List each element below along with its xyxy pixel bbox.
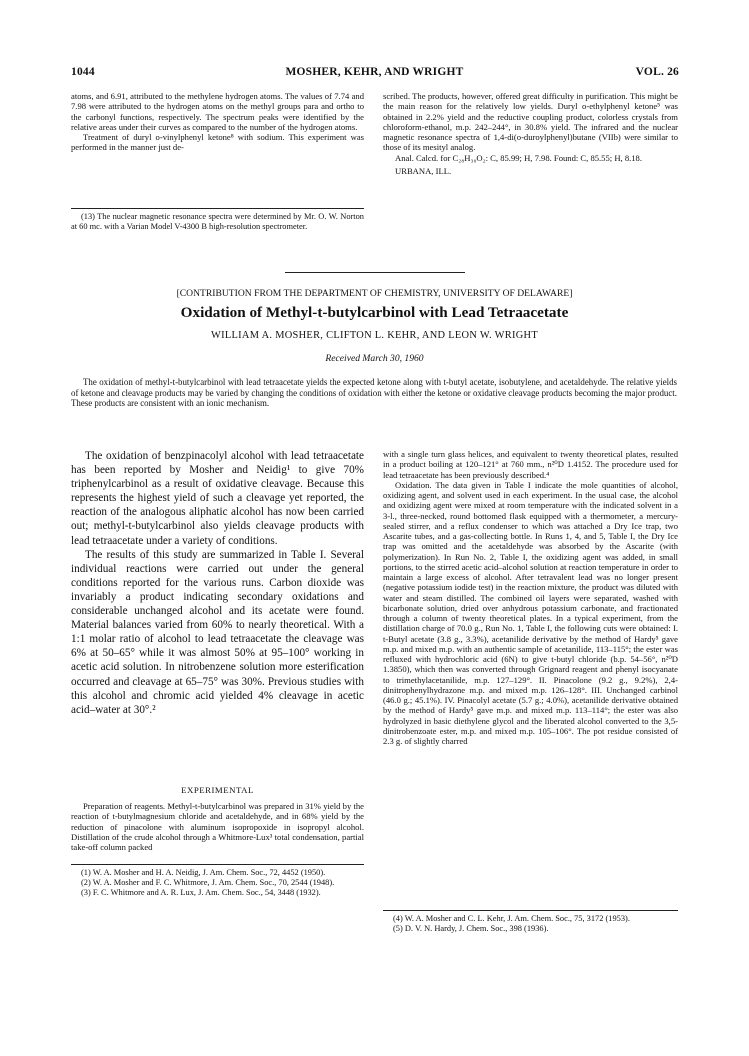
intro-para-1: The oxidation of benzpinacolyl alcohol with lead tetraacetate has been reported by Mosher and Neidig¹ to give 70% triphenylcarbinol as a result of oxidative cleavage. Because this represents the highest yield of such a cleavage yet reported, the reaction of the analogous aliphatic alcohol has now been carried out; methyl-t-butylcarbinol also yields cleavage products with lead tetraacetate under a variety of conditions. [71,450,364,547]
intro-para-2: The results of this study are summarized in Table I. Several individual reactions were carried out under the general conditions reported for the various runs. Carbon dioxide was invariably a product indicating secondary oxidations and considerable unchanged alcohol and its acetate were found. Material balances varied from 60% to nearly theoretical. With a 1:1 molar ratio of alcohol to lead tetraacetate the cleavage was 6% at 50–65° while it was almost 50% at 95–100° working in acetic acid solution. In nitrobenzene solution more esterification occurred and cleavage at 65–75° was 30%. Previous studies with this alcohol and chromic acid yielded 4% cleavage in acetic acid–water at 30°.² [71,548,364,716]
left-footnote-separator [71,864,364,865]
volume-label: VOL. 26 [635,66,679,78]
footnote-13: (13) The nuclear magnetic resonance spectra were determined by Mr. O. W. Norton at 60 mc. with a Varian Model V-4300 B high-resolution spectrometer. [71,212,364,232]
footnote-2: (2) W. A. Mosher and F. C. Whitmore, J. Am. Chem. Soc., 70, 2544 (1948). [81,878,335,888]
right-footnote-separator [383,910,678,911]
article-divider [285,272,465,273]
oxidation-column [383,449,678,746]
footnote-3: (3) F. C. Whitmore and A. R. Lux, J. Am. Chem. Soc., 54, 3448 (1932). [81,888,321,898]
prev-article-right-column [383,91,678,176]
received-date: Received March 30, 1960 [325,353,424,364]
running-title: MOSHER, KEHR, AND WRIGHT [285,66,464,78]
prev-right-para-2: Anal. Calcd. for C₂₈H₃₀O₂: C, 85.99; H, 7.98. Found: C, 85.55; H, 8.18. [395,152,643,163]
preparation-para: Preparation of reagents. Methyl-t-butylcarbinol was prepared in 31% yield by the reaction of t-butylmagnesium chloride and acetaldehyde, and in 68% yield by the reduction of pinacolone with aluminum isopropoxide in isopropyl alcohol. Distillation of the crude alcohol through a Whitmore-Lux³ total condensation, partial take-off column packed [71,801,364,852]
footnote-4: (4) W. A. Mosher and C. L. Kehr, J. Am. Chem. Soc., 75, 3172 (1953). [393,914,630,923]
experimental-heading: EXPERIMENTAL [181,785,254,795]
footnote-1: (1) W. A. Mosher and H. A. Neidig, J. Am. Chem. Soc., 72, 4452 (1950). [81,868,326,877]
prev-location: URBANA, ILL. [395,165,452,176]
prev-left-footnote [71,212,364,232]
preparation-section [71,801,364,852]
right-para-2: Oxidation. The data given in Table I indicate the mole quantities of alcohol, oxidizing agent, and solvent used in each experiment. In the usual case, the alcohol and oxidizing agent were mixed at room temperature with the indicated solvent in a 3-l., three-necked, round bottomed flask equipped with a thermometer, a mercury-sealed stirrer, and a reflux condenser to which was attached a Dry Ice trap, two Ascarite tubes, and a gas-collecting bottle. In Runs 1, 4, and 5, Table I, the Dry Ice trap was omitted and the acetaldehyde was absorbed by the Ascarite (with polymerization). In Run No. 2, Table I, the oxidizing agent was added, in small portions, to the stirred acetic acid–alcohol solution at reaction temperature in order to maintain a large excess of alcohol. After tetravalent lead was no longer present (negative potassium iodide test) in the reaction mixture, the product was diluted with water and steam distilled. The combined oil layers were separated, washed with bicarbonate solution, dried over anhydrous potassium carbonate, and fractionated through a column of twenty theoretical plates. In a typical experiment, from the distillation charge of 70.0 g., Run No. 1, Table I, the following cuts were obtained: I. t-Butyl acetate (3.8 g., 3.3%), acetanilide derivative by the method of Hardy⁵ gave m.p. and mixed m.p. with an authentic sample of acetanilide, 113–115°; the ester was refluxed with hydrochloric acid (6N) to give t-butyl chloride (b.p. 54–56°, n²⁰D 1.3850), which then was converted through Grignard reagent and phenyl isocyanate to trimethylacetanilide, m.p. 127–129°. II. Pinacolone (9.2 g., 9.2%), 2,4-dinitrophenylhydrazone m.p. and mixed m.p. 126–128°. III. Unchanged carbinol (46.0 g.; 45.1%). IV. Pinacolyl acetate (5.7 g.; 4.0%), acetanilide derivative obtained by the method of Hardy⁵ gave m.p. and mixed m.p. 113–114°; the ester was also hydrolyzed in basic diethylene glycol and the liberated alcohol converted to the 3,5-dinitrobenzoate ester, m.p. and mixed m.p. 105–106°. The pot residue consisted of 2.3 g. of slightly charred [383,479,678,746]
prev-left-para-2: Treatment of duryl o-vinylphenyl ketone⁸ with sodium. This experiment was performed in the manner just de- [71,132,364,153]
intro-column [71,449,364,717]
article-title: Oxidation of Methyl-t-butylcarbinol with Lead Tetraacetate [180,304,569,321]
left-footnotes [71,868,364,899]
right-para-1: with a single turn glass helices, and equivalent to twenty theoretical plates, resulted in a product boiling at 120–121° at 760 mm., n²⁰D 1.4152. The procedure used for lead tetraacetate has been previously described.⁴ [383,449,678,480]
prev-left-para-1: atoms, and 6.91, attributed to the methylene hydrogen atoms. The values of 7.74 and 7.98 were attributed to the hydrogen atoms on the methyl groups para and ortho to the carbonyl functions, respectively. The spectrum peaks were identified by the relative areas under their curves as compared to the number of the hydrogen atoms. [71,91,364,132]
prev-right-para-1: scribed. The products, however, offered great difficulty in purification. This might be the main reason for the relatively low yields. Duryl o-ethylphenyl ketone⁵ was obtained in 2.2% yield and the reductive coupling product, colorless crystals from chloroform-ethanol, m.p. 242–244°, in 30.8% yield. The infrared and the nuclear magnetic resonance spectra of 1,4-di(o-duroylphenyl)butane (VIIb) were similar to those of its mesityl analog. [383,91,678,153]
page-number: 1044 [71,66,95,78]
right-footnotes [383,914,678,934]
footnote-5: (5) D. V. N. Hardy, J. Chem. Soc., 398 (1936). [393,924,549,934]
article-authors: WILLIAM A. MOSHER, CLIFTON L. KEHR, AND LEON W. WRIGHT [211,330,538,341]
abstract-text: The oxidation of methyl-t-butylcarbinol with lead tetraacetate yields the expected ketone along with t-butyl acetate, isobutylene, and acetaldehyde. The relative yields of ketone and cleavage products may be varied by changing the conditions of oxidation with either the ketone or oxidative cleavage products becoming the major product. These products are consistent with an ionic mechanism. [71,377,677,409]
footnote-separator [71,208,364,209]
prev-article-left-column [71,91,364,153]
contribution-line: [CONTRIBUTION FROM THE DEPARTMENT OF CHEMISTRY, UNIVERSITY OF DELAWARE] [176,288,573,299]
abstract [71,377,677,409]
